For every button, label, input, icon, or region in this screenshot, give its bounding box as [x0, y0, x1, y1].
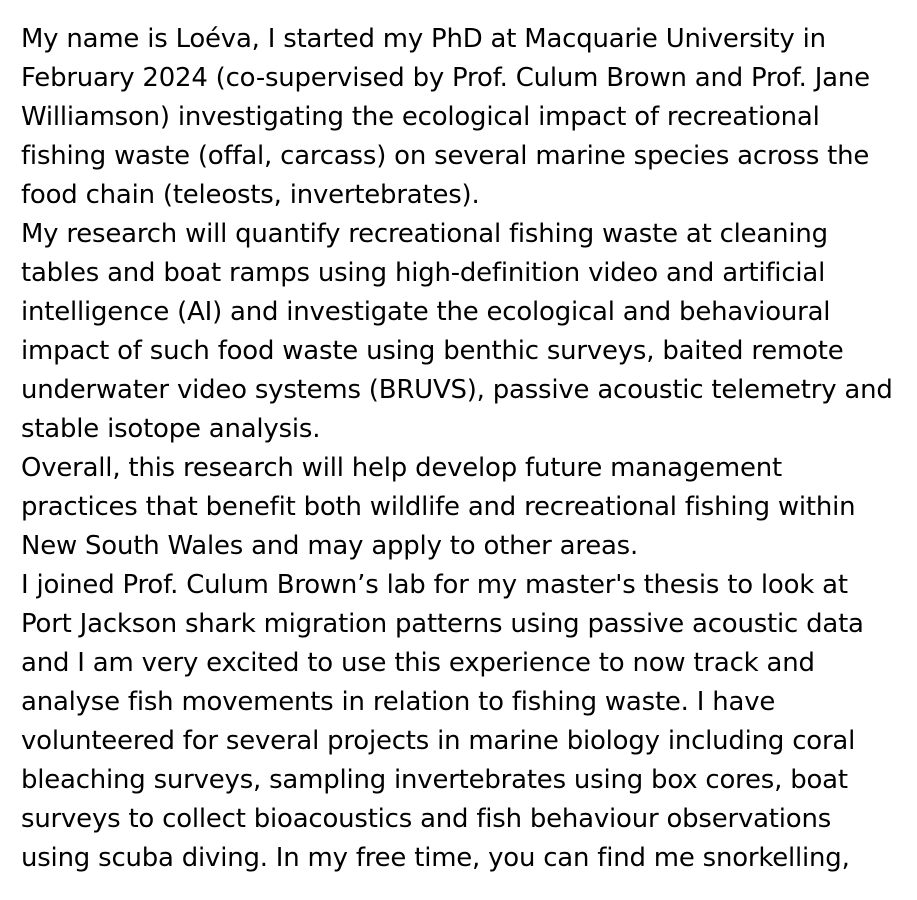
text-line: food chain (teleosts, invertebrates). [21, 180, 480, 210]
text-line: February 2024 (co-supervised by Prof. Culum Brown and Prof. Jane [21, 63, 870, 93]
text-line: My name is Loéva, I started my PhD at Macquarie University in [21, 24, 826, 54]
bio-text [21, 20, 917, 878]
text-line: bleaching surveys, sampling invertebrates using box cores, boat [21, 765, 848, 795]
text-line: analyse fish movements in relation to fishing waste. I have [21, 687, 776, 717]
text-line: New South Wales and may apply to other areas. [21, 531, 639, 561]
text-line: using scuba diving. In my free time, you can find me snorkelling, [21, 843, 850, 873]
text-line: I joined Prof. Culum Brown’s lab for my master's thesis to look at [21, 570, 848, 600]
text-line: fishing waste (offal, carcass) on several marine species across the [21, 141, 870, 171]
text-line: and I am very excited to use this experience to now track and [21, 648, 815, 678]
text-line: tables and boat ramps using high-definition video and artificial [21, 258, 826, 288]
text-line: practices that benefit both wildlife and recreational fishing within [21, 492, 856, 522]
text-line: impact of such food waste using benthic surveys, baited remote [21, 336, 844, 366]
text-line: My research will quantify recreational fishing waste at cleaning [21, 219, 828, 249]
text-line: stable isotope analysis. [21, 414, 321, 444]
text-line: underwater video systems (BRUVS), passive acoustic telemetry and [21, 375, 893, 405]
text-line: surveys to collect bioacoustics and fish behaviour observations [21, 804, 832, 834]
text-line: Port Jackson shark migration patterns using passive acoustic data [21, 609, 864, 639]
text-line: intelligence (AI) and investigate the ecological and behavioural [21, 297, 831, 327]
text-line: Overall, this research will help develop future management [21, 453, 782, 483]
text-line: Williamson) investigating the ecological impact of recreational [21, 102, 820, 132]
text-line: volunteered for several projects in marine biology including coral [21, 726, 856, 756]
